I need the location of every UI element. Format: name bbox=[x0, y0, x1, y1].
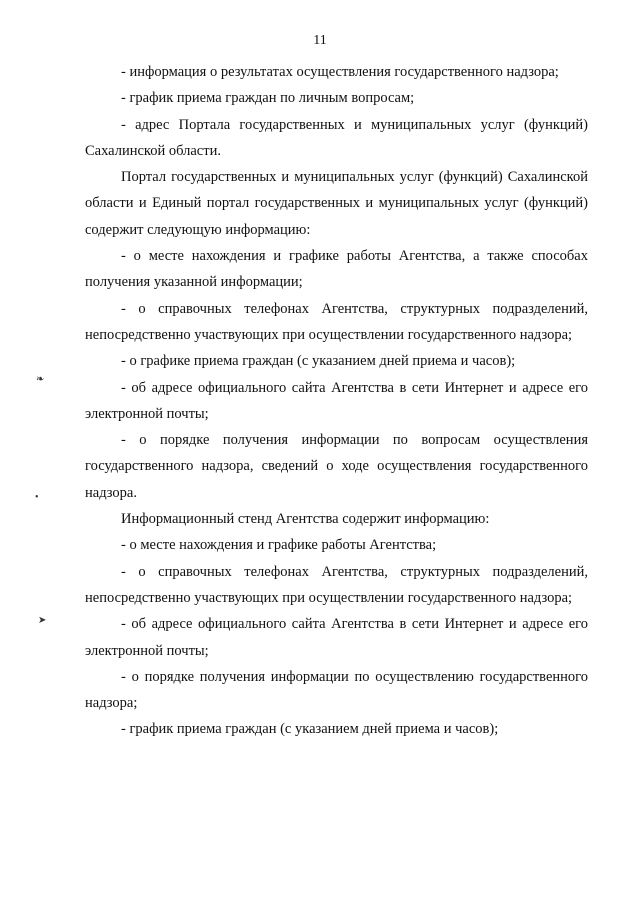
paragraph: Информационный стенд Агентства содержит информацию: bbox=[121, 511, 490, 528]
paragraph: - о справочных телефонах Агентства, структурных подразделений, непосредственно участвующих при осуществлении государственного надзора; bbox=[85, 563, 588, 606]
scan-mark-3: ➤ bbox=[38, 615, 47, 626]
paragraph: - о справочных телефонах Агентства, структурных подразделений, непосредственно участвующих при осуществлении государственного надзора; bbox=[85, 300, 588, 343]
paragraph: - о порядке получения информации по вопросам осуществления государственного надзора, сведений о ходе осуществления государственного надзора. bbox=[85, 432, 588, 501]
paragraph: - об адресе официального сайта Агентства в сети Интернет и адресе его электронной почты; bbox=[85, 616, 588, 659]
paragraph: - о месте нахождения и графике работы Агентства, а также способах получения указанной информации; bbox=[85, 248, 588, 291]
paragraph: Портал государственных и муниципальных услуг (функций) Сахалинской области и Единый портал государственных и муниципальных услуг (функций) содержит следующую информацию: bbox=[85, 169, 588, 238]
paragraph: - о графике приема граждан (с указанием дней приема и часов); bbox=[121, 353, 516, 370]
paragraph: - информация о результатах осуществления государственного надзора; bbox=[121, 64, 559, 80]
paragraph: - график приема граждан по личным вопросам; bbox=[121, 90, 415, 107]
paragraph: - об адресе официального сайта Агентства в сети Интернет и адресе его электронной почты; bbox=[85, 379, 588, 422]
paragraph: - о месте нахождения и графике работы Агентства; bbox=[121, 537, 437, 554]
document-body bbox=[85, 59, 588, 743]
paragraph: - о порядке получения информации по осуществлению государственного надзора; bbox=[85, 668, 588, 712]
scan-mark-1: ❧ bbox=[36, 374, 45, 385]
scan-mark-2: • bbox=[35, 492, 39, 503]
paragraph: - адрес Портала государственных и муниципальных услуг (функций) Сахалинской области. bbox=[85, 116, 588, 159]
page-number: 11 bbox=[313, 33, 327, 48]
paragraph: - график приема граждан (с указанием дней приема и часов); bbox=[121, 721, 499, 738]
